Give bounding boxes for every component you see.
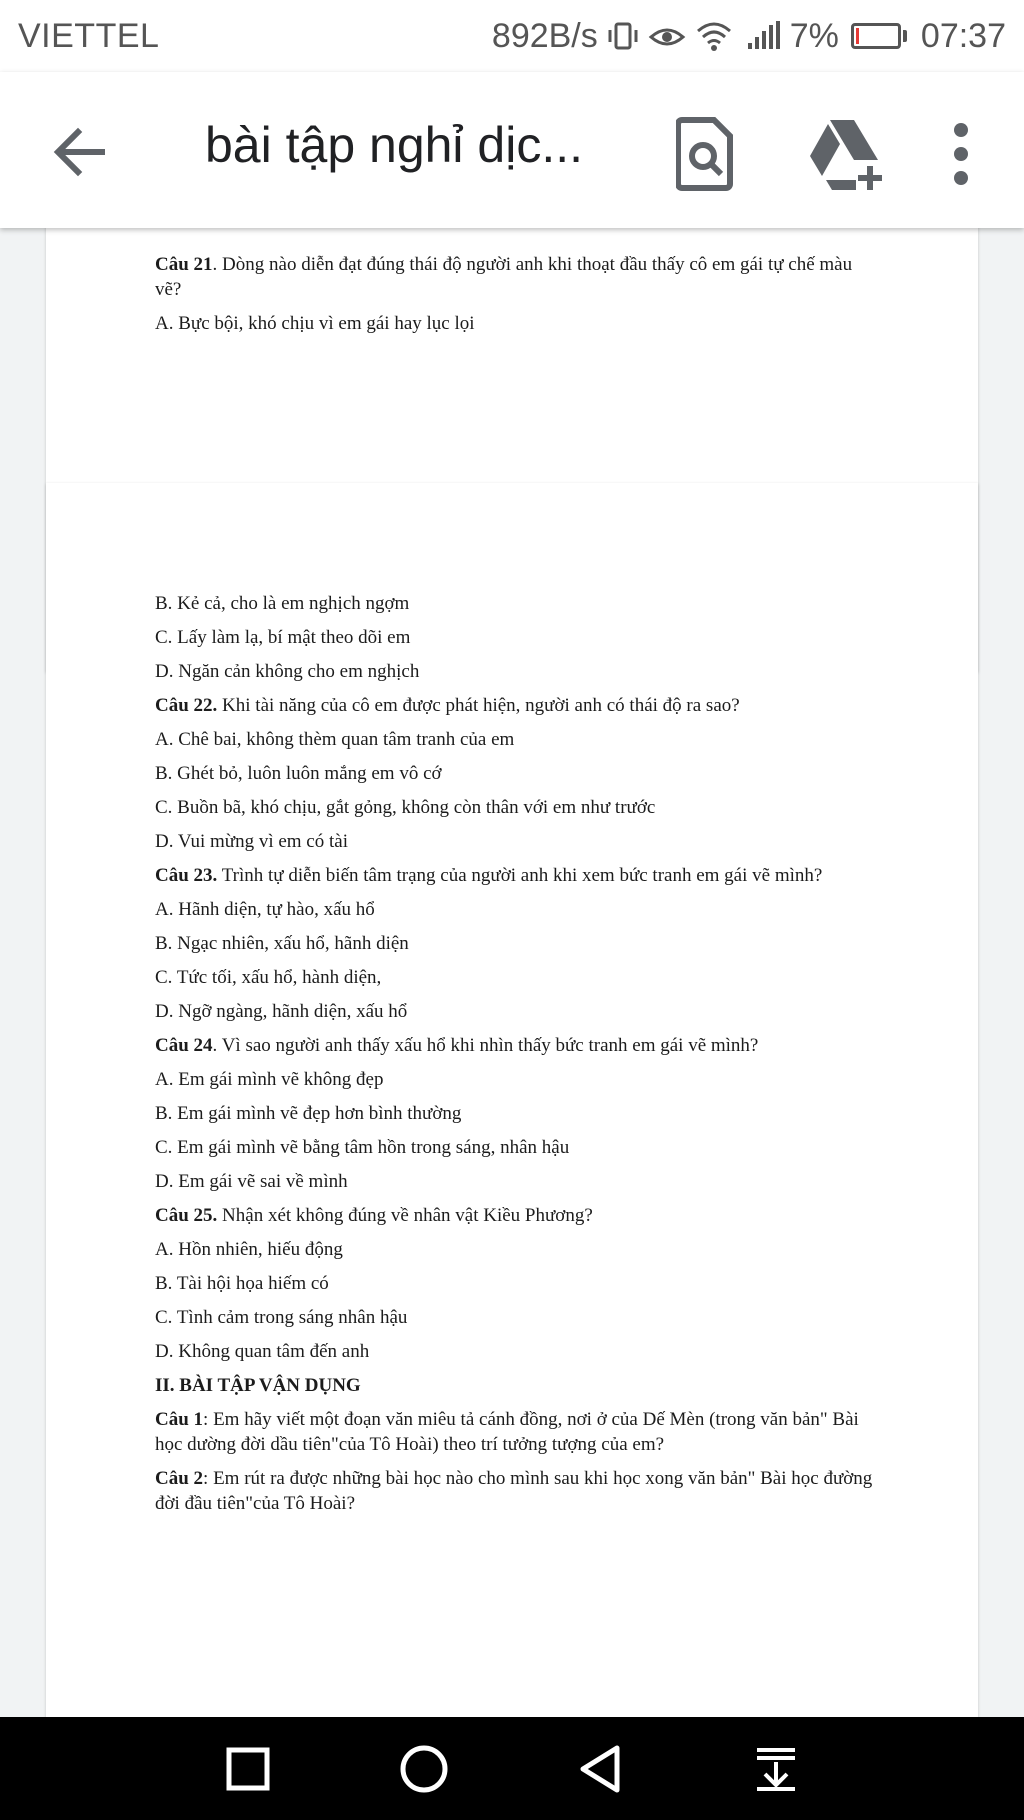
answer-option: C. Buồn bã, khó chịu, gắt gỏng, không còn thân với em như trước <box>155 797 656 818</box>
document-page-2 <box>46 483 978 1717</box>
add-to-drive-icon[interactable] <box>808 118 888 192</box>
exercise-2 <box>155 1466 875 1516</box>
question-label: Câu 21 <box>155 254 213 275</box>
system-nav-bar <box>0 1717 1024 1820</box>
answer-option: B. Ghét bỏ, luôn luôn mắng em vô cớ <box>155 763 442 784</box>
exercise-text: : Em rút ra được những bài học nào cho mình sau khi học xong văn bản" Bài học đường đời đầu tiên"của Tô Hoài? <box>155 1468 873 1514</box>
answer-option: B. Ngạc nhiên, xấu hổ, hãnh diện <box>155 933 409 954</box>
notification-pull-down-icon[interactable] <box>746 1739 806 1799</box>
answer-option: D. Ngăn cản không cho em nghịch <box>155 661 420 682</box>
app-toolbar <box>0 72 1024 228</box>
question-text: Trình tự diễn biến tâm trạng của người anh khi xem bức tranh em gái vẽ mình? <box>217 865 823 886</box>
signal-icon <box>742 19 782 53</box>
document-viewer[interactable] <box>0 228 1024 1717</box>
recents-square-icon[interactable] <box>218 1739 278 1799</box>
home-circle-icon[interactable] <box>394 1739 454 1799</box>
answer-option: B. Kẻ cả, cho là em nghịch ngợm <box>155 593 410 614</box>
question-label: Câu 22. <box>155 695 218 716</box>
exercise-1 <box>155 1407 875 1457</box>
answer-option: A. Hãnh diện, tự hào, xấu hổ <box>155 899 375 920</box>
question-text: Khi tài năng của cô em được phát hiện, người anh có thái độ ra sao? <box>217 695 740 716</box>
answer-option: B. Em gái mình vẽ đẹp hơn bình thường <box>155 1103 462 1124</box>
exercise-label: Câu 1 <box>155 1409 204 1430</box>
question-25 <box>155 1203 875 1228</box>
answer-option: D. Vui mừng vì em có tài <box>155 831 348 852</box>
question-21 <box>155 252 875 302</box>
section-heading: II. BÀI TẬP VẬN DỤNG <box>155 1375 361 1396</box>
question-text: Nhận xét không đúng về nhân vật Kiều Phương? <box>217 1205 593 1226</box>
answer-option: C. Tức tối, xấu hổ, hành diện, <box>155 967 382 988</box>
question-24 <box>155 1033 875 1058</box>
status-bar <box>0 0 1024 72</box>
answer-option: C. Lấy làm lạ, bí mật theo dõi em <box>155 627 411 648</box>
answer-option: D. Ngỡ ngàng, hãnh diện, xấu hổ <box>155 1001 408 1022</box>
question-label: Câu 25. <box>155 1205 218 1226</box>
question-22 <box>155 693 875 718</box>
status-icons <box>492 17 1006 56</box>
back-triangle-icon[interactable] <box>570 1739 630 1799</box>
question-23 <box>155 863 875 888</box>
cut-off-text-line <box>155 238 875 252</box>
page-1-content <box>155 238 875 345</box>
answer-option: C. Em gái mình vẽ bằng tâm hồn trong sáng, nhân hậu <box>155 1137 570 1158</box>
eye-comfort-icon <box>648 19 686 53</box>
find-in-page-icon[interactable] <box>676 116 734 192</box>
carrier-name: VIETTEL <box>18 16 160 55</box>
wifi-icon <box>694 19 734 53</box>
question-text: . Dòng nào diễn đạt đúng thái độ người anh khi thoạt đầu thấy cô em gái tự chế màu vẽ? <box>155 254 853 300</box>
vibrate-icon <box>606 19 640 53</box>
answer-option: A. Em gái mình vẽ không đẹp <box>155 1069 384 1090</box>
battery-icon <box>851 23 907 49</box>
answer-option: A. Chê bai, không thèm quan tâm tranh của em <box>155 729 515 750</box>
answer-option: A. Bực bội, khó chịu vì em gái hay lục lọi <box>155 313 475 334</box>
answer-option: B. Tài hội họa hiếm có <box>155 1273 329 1294</box>
answer-option: D. Em gái vẽ sai về mình <box>155 1171 348 1192</box>
exercise-text: : Em hãy viết một đoạn văn miêu tả cánh đồng, nơi ở của Dế Mèn (trong văn bản" Bài học dường đời dầu tiên"của Tô Hoài) theo trí tưởng tượng của em? <box>155 1409 859 1455</box>
clock: 07:37 <box>920 16 1006 55</box>
question-text: . Vì sao người anh thấy xấu hổ khi nhìn thấy bức tranh em gái vẽ mình? <box>212 1035 759 1056</box>
answer-option: D. Không quan tâm đến anh <box>155 1341 370 1362</box>
page-2-content <box>155 591 875 1525</box>
exercise-label: Câu 2 <box>155 1468 204 1489</box>
answer-option: A. Hồn nhiên, hiếu động <box>155 1239 343 1260</box>
more-vert-icon[interactable] <box>940 118 982 190</box>
battery-percent: 7% <box>789 16 839 55</box>
question-label: Câu 23. <box>155 865 218 886</box>
network-speed: 892B/s <box>491 16 598 55</box>
back-arrow-icon[interactable] <box>48 120 112 184</box>
answer-option: C. Tình cảm trong sáng nhân hậu <box>155 1307 408 1328</box>
question-label: Câu 24 <box>155 1035 213 1056</box>
document-title: bài tập nghỉ dịc... <box>205 117 584 173</box>
